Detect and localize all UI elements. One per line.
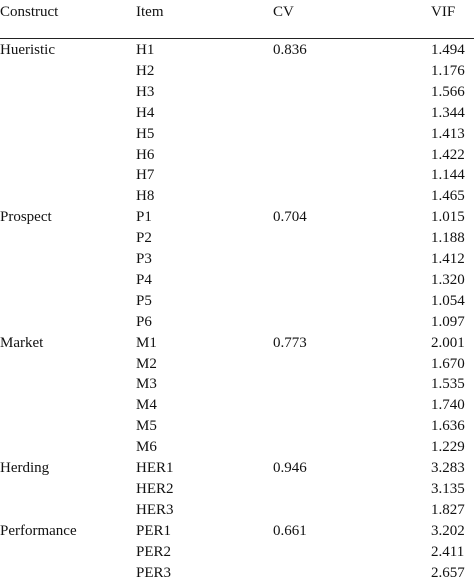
cell-item: H8 [136, 188, 155, 205]
cell-construct: Hueristic [0, 42, 55, 58]
table-row [0, 374, 474, 395]
cell-cv: 0.661 [273, 522, 307, 539]
header-rule [0, 38, 474, 39]
cell-item: H2 [136, 62, 155, 79]
cell-cv: 0.704 [273, 209, 307, 226]
cell-construct: Market [0, 334, 44, 351]
cell-item: HER1 [136, 460, 174, 476]
cell-item: P4 [136, 271, 152, 288]
cell-vif: 1.422 [431, 146, 465, 163]
cell-vif: 1.188 [431, 230, 465, 247]
cell-vif: 3.202 [431, 522, 465, 539]
cell-item: M2 [136, 355, 157, 372]
cell-vif: 1.320 [431, 271, 465, 288]
cell-vif: 1.144 [431, 167, 465, 184]
cell-item: H7 [136, 167, 155, 184]
cell-cv: 0.836 [273, 42, 307, 58]
cell-vif: 2.001 [431, 334, 465, 351]
cell-vif: 1.636 [431, 418, 465, 435]
cell-item: P3 [136, 251, 152, 267]
table-row [0, 270, 474, 291]
table-header-row [0, 0, 474, 38]
cell-vif: 1.054 [431, 292, 465, 309]
table-row [0, 500, 474, 521]
table-row [0, 437, 474, 458]
table-row [0, 165, 474, 186]
cell-vif: 1.176 [431, 62, 465, 79]
cell-vif: 1.740 [431, 397, 465, 414]
table-row [0, 249, 474, 270]
cell-item: H4 [136, 104, 155, 121]
cell-construct: Prospect [0, 209, 52, 226]
table-row [0, 124, 474, 145]
header-item: Item [136, 4, 164, 20]
cell-item: P6 [136, 313, 152, 330]
cell-vif: 1.229 [431, 439, 465, 456]
table-row [0, 61, 474, 82]
header-vif: VIF [431, 4, 456, 20]
cell-cv: 0.946 [273, 460, 307, 476]
table-row [0, 82, 474, 103]
table-row [0, 291, 474, 312]
cell-vif: 1.827 [431, 501, 465, 518]
cell-item: P2 [136, 230, 152, 247]
cell-item: H6 [136, 146, 155, 163]
cell-item: M5 [136, 418, 157, 435]
cell-item: M1 [136, 334, 157, 351]
header-cv: CV [273, 4, 294, 20]
cell-vif: 1.412 [431, 251, 465, 267]
table-row [0, 563, 474, 577]
table-row [0, 521, 474, 542]
cell-item: H3 [136, 83, 155, 100]
table-row [0, 186, 474, 207]
cell-vif: 3.135 [431, 480, 465, 497]
cell-vif: 3.283 [431, 460, 465, 476]
cell-vif: 1.015 [431, 209, 465, 226]
cell-construct: Herding [0, 460, 50, 476]
cell-vif: 1.344 [431, 104, 465, 121]
cell-construct: Performance [0, 522, 77, 539]
table-row [0, 542, 474, 563]
table-row [0, 333, 474, 354]
table-row [0, 479, 474, 500]
cell-vif: 2.411 [431, 543, 465, 560]
cell-vif: 1.566 [431, 83, 465, 100]
cell-item: PER2 [136, 543, 172, 560]
cell-item: P5 [136, 292, 152, 309]
cell-item: M6 [136, 439, 157, 456]
cell-item: H1 [136, 42, 155, 58]
table-row [0, 354, 474, 375]
table-row [0, 145, 474, 166]
cell-vif: 1.465 [431, 188, 465, 205]
cell-item: HER3 [136, 501, 174, 518]
cell-item: M3 [136, 376, 157, 393]
cell-vif: 2.657 [431, 564, 465, 577]
cell-item: HER2 [136, 480, 174, 497]
cell-item: PER1 [136, 522, 172, 539]
table-row [0, 103, 474, 124]
cell-item: PER3 [136, 564, 172, 577]
cell-item: P1 [136, 209, 152, 226]
cell-vif: 1.535 [431, 376, 465, 393]
table-row [0, 207, 474, 228]
table-row [0, 40, 474, 61]
cell-cv: 0.773 [273, 334, 307, 351]
header-construct: Construct [0, 4, 59, 20]
table-row [0, 228, 474, 249]
cell-item: M4 [136, 397, 157, 414]
table-row [0, 312, 474, 333]
cell-vif: 1.670 [431, 355, 465, 372]
cell-vif: 1.413 [431, 125, 465, 142]
table-row [0, 458, 474, 479]
cell-vif: 1.494 [431, 42, 465, 58]
cell-item: H5 [136, 125, 155, 142]
table-row [0, 416, 474, 437]
table-row [0, 395, 474, 416]
cell-vif: 1.097 [431, 313, 465, 330]
